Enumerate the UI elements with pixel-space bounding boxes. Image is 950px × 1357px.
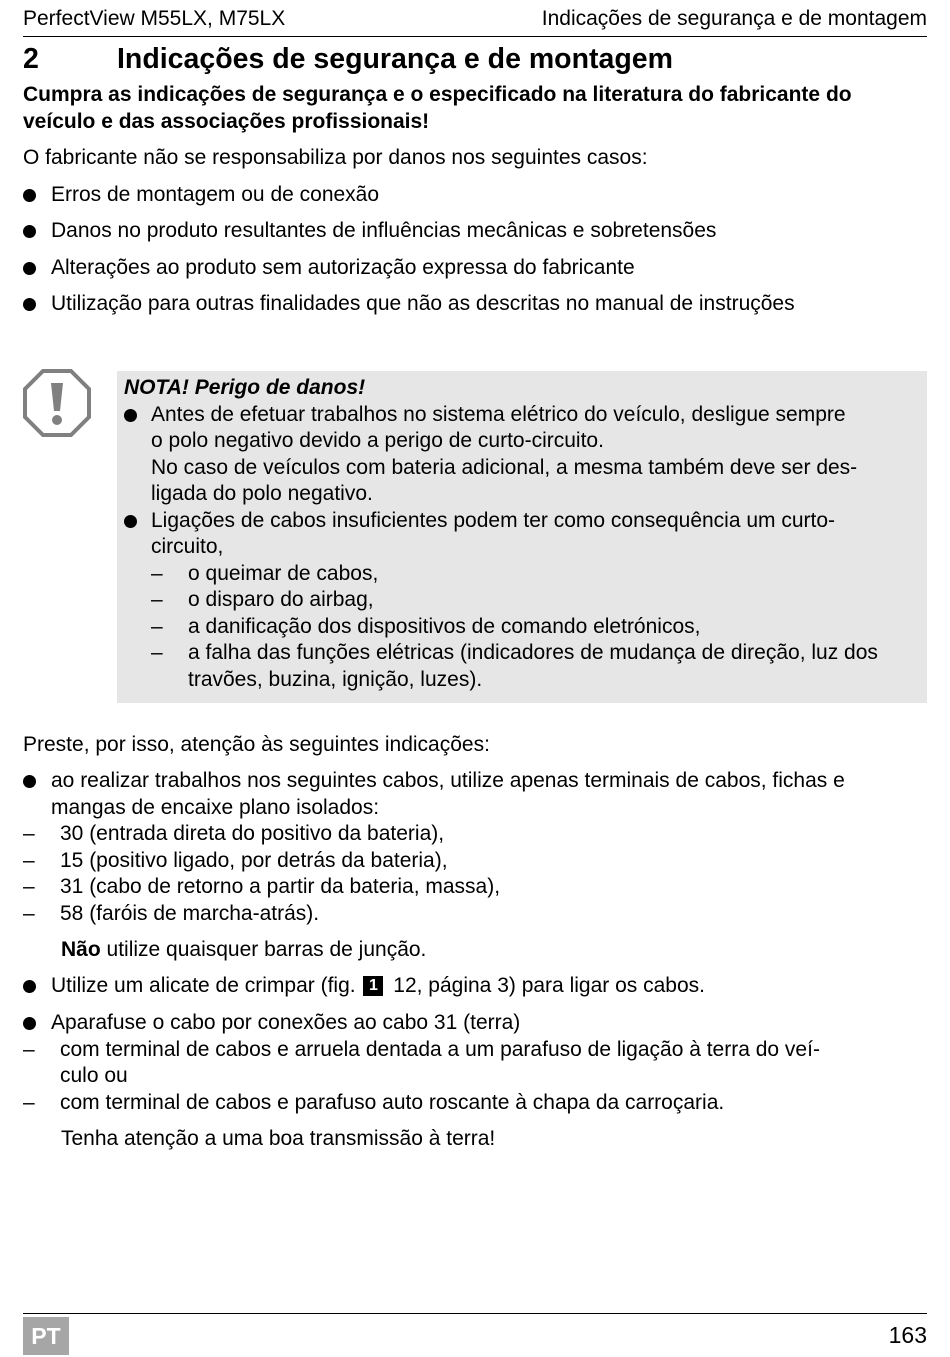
footer-divider bbox=[23, 1313, 927, 1314]
bullet-icon bbox=[23, 189, 36, 202]
bullet-icon bbox=[124, 409, 137, 422]
bullet-icon bbox=[23, 775, 36, 788]
cable-sub-item bbox=[23, 901, 928, 928]
liability-item-text: Utilização para outras finalidades que não as descritas no manual de instruções bbox=[51, 292, 795, 315]
dash-marker: – bbox=[23, 901, 35, 925]
figure-reference-badge: 1 bbox=[363, 976, 383, 996]
attention-item bbox=[23, 1010, 928, 1153]
header-chapter: Indicações de segurança e de montagem bbox=[541, 7, 927, 30]
note-box bbox=[117, 371, 927, 703]
ground-sub-text: culo ou bbox=[60, 1064, 128, 1087]
bullet-icon bbox=[23, 980, 36, 993]
liability-item bbox=[23, 182, 928, 209]
cable-sub-item bbox=[23, 874, 928, 901]
attention-text: ao realizar trabalhos nos seguintes cabos, utilize apenas terminais de cabos, fichas e bbox=[51, 769, 845, 792]
note-sub-text: o disparo do airbag, bbox=[188, 588, 374, 611]
note-sub-text: o queimar de cabos, bbox=[188, 561, 379, 585]
attention-text: Aparafuse o cabo por conexões ao cabo 31 (terra) bbox=[51, 1011, 521, 1034]
cable-sub-text: 30 (entrada direta do positivo da bateria), bbox=[60, 822, 445, 845]
dash-marker: – bbox=[23, 848, 35, 872]
bullet-icon bbox=[23, 225, 36, 238]
note-sub-text: a danificação dos dispositivos de comando eletrónicos, bbox=[188, 614, 701, 638]
cable-sub-item bbox=[23, 848, 928, 875]
busbar-note-bold: Não bbox=[61, 938, 101, 961]
note-bullet bbox=[124, 508, 922, 694]
attention-item bbox=[23, 973, 928, 1000]
note-sub-item bbox=[151, 561, 922, 588]
bullet-icon bbox=[23, 298, 36, 311]
note-text: o polo negativo devido a perigo de curto-circuito. bbox=[151, 429, 604, 452]
ground-sub-item bbox=[23, 1037, 928, 1090]
warning-exclamation-icon bbox=[23, 369, 91, 437]
note-text: ligada do polo negativo. bbox=[151, 482, 373, 505]
cable-sub-item bbox=[23, 821, 928, 848]
language-badge: PT bbox=[23, 1317, 69, 1355]
liability-item bbox=[23, 218, 928, 245]
dash-marker: – bbox=[23, 822, 35, 845]
note-sub-item bbox=[151, 640, 922, 693]
dash-marker: – bbox=[23, 1090, 35, 1114]
intro-bold: Cumpra as indicações de segurança e o especificado na literatura do fabricante do veículo e das associações profissionais! bbox=[23, 83, 852, 133]
attention-text: mangas de encaixe plano isolados: bbox=[51, 795, 380, 819]
note-bullet bbox=[124, 402, 922, 508]
cable-sub-text: 58 (faróis de marcha-atrás). bbox=[60, 901, 320, 925]
note-title: NOTA! Perigo de danos! bbox=[124, 376, 366, 399]
page-header bbox=[23, 6, 927, 37]
note-sub-item bbox=[151, 614, 922, 641]
liability-item bbox=[23, 291, 928, 318]
dash-marker: – bbox=[23, 1037, 35, 1061]
section-title: Indicações de segurança e de montagem bbox=[117, 43, 673, 75]
attention-text: 12, página 3) para ligar os cabos. bbox=[387, 974, 705, 997]
page-number: 163 bbox=[888, 1322, 927, 1348]
note-text: Antes de efetuar trabalhos no sistema elétrico do veículo, desligue sempre bbox=[151, 402, 846, 426]
note-text: No caso de veículos com bateria adicional, a mesma também deve ser des- bbox=[151, 455, 858, 479]
ground-closing-note: Tenha atenção a uma boa transmissão à terra! bbox=[61, 1127, 496, 1150]
attention-item bbox=[23, 768, 928, 964]
dash-marker: – bbox=[151, 561, 163, 585]
attention-intro: Preste, por isso, atenção às seguintes indicações: bbox=[23, 733, 490, 756]
liability-item bbox=[23, 255, 928, 282]
cable-sub-text: 31 (cabo de retorno a partir da bateria, massa), bbox=[60, 875, 501, 898]
liability-item-text: Alterações ao produto sem autorização expressa do fabricante bbox=[51, 256, 635, 279]
ground-sub-text: com terminal de cabos e arruela dentada a um parafuso de ligação à terra do veí- bbox=[60, 1037, 820, 1061]
liability-item-text: Erros de montagem ou de conexão bbox=[51, 183, 380, 206]
bullet-icon bbox=[124, 515, 137, 528]
attention-text: Utilize um alicate de crimpar (fig. bbox=[51, 974, 362, 997]
header-product: PerfectView M55LX, M75LX bbox=[23, 7, 286, 30]
note-text: Ligações de cabos insuficientes podem ter como consequência um curto- bbox=[151, 508, 836, 532]
section-heading bbox=[23, 42, 673, 76]
cable-sub-text: 15 (positivo ligado, por detrás da bateria), bbox=[60, 848, 448, 872]
dash-marker: – bbox=[151, 588, 163, 611]
busbar-note-text: utilize quaisquer barras de junção. bbox=[100, 938, 427, 961]
busbar-note bbox=[61, 937, 928, 964]
note-sub-text: a falha das funções elétricas (indicadores de mudança de direção, luz dos travões, buzina, ignição, luzes). bbox=[188, 641, 878, 691]
ground-sub-item bbox=[23, 1090, 928, 1117]
dash-marker: – bbox=[23, 875, 35, 898]
dash-marker: – bbox=[151, 641, 163, 664]
liability-item-text: Danos no produto resultantes de influências mecânicas e sobretensões bbox=[51, 219, 717, 242]
liability-intro: O fabricante não se responsabiliza por danos nos seguintes casos: bbox=[23, 146, 648, 169]
ground-sub-text: com terminal de cabos e parafuso auto roscante à chapa da carroçaria. bbox=[60, 1090, 725, 1114]
bullet-icon bbox=[23, 262, 36, 275]
dash-marker: – bbox=[151, 614, 163, 638]
note-text: circuito, bbox=[151, 535, 224, 558]
note-sub-item bbox=[151, 587, 922, 614]
section-number: 2 bbox=[23, 43, 39, 75]
bullet-icon bbox=[23, 1017, 36, 1030]
